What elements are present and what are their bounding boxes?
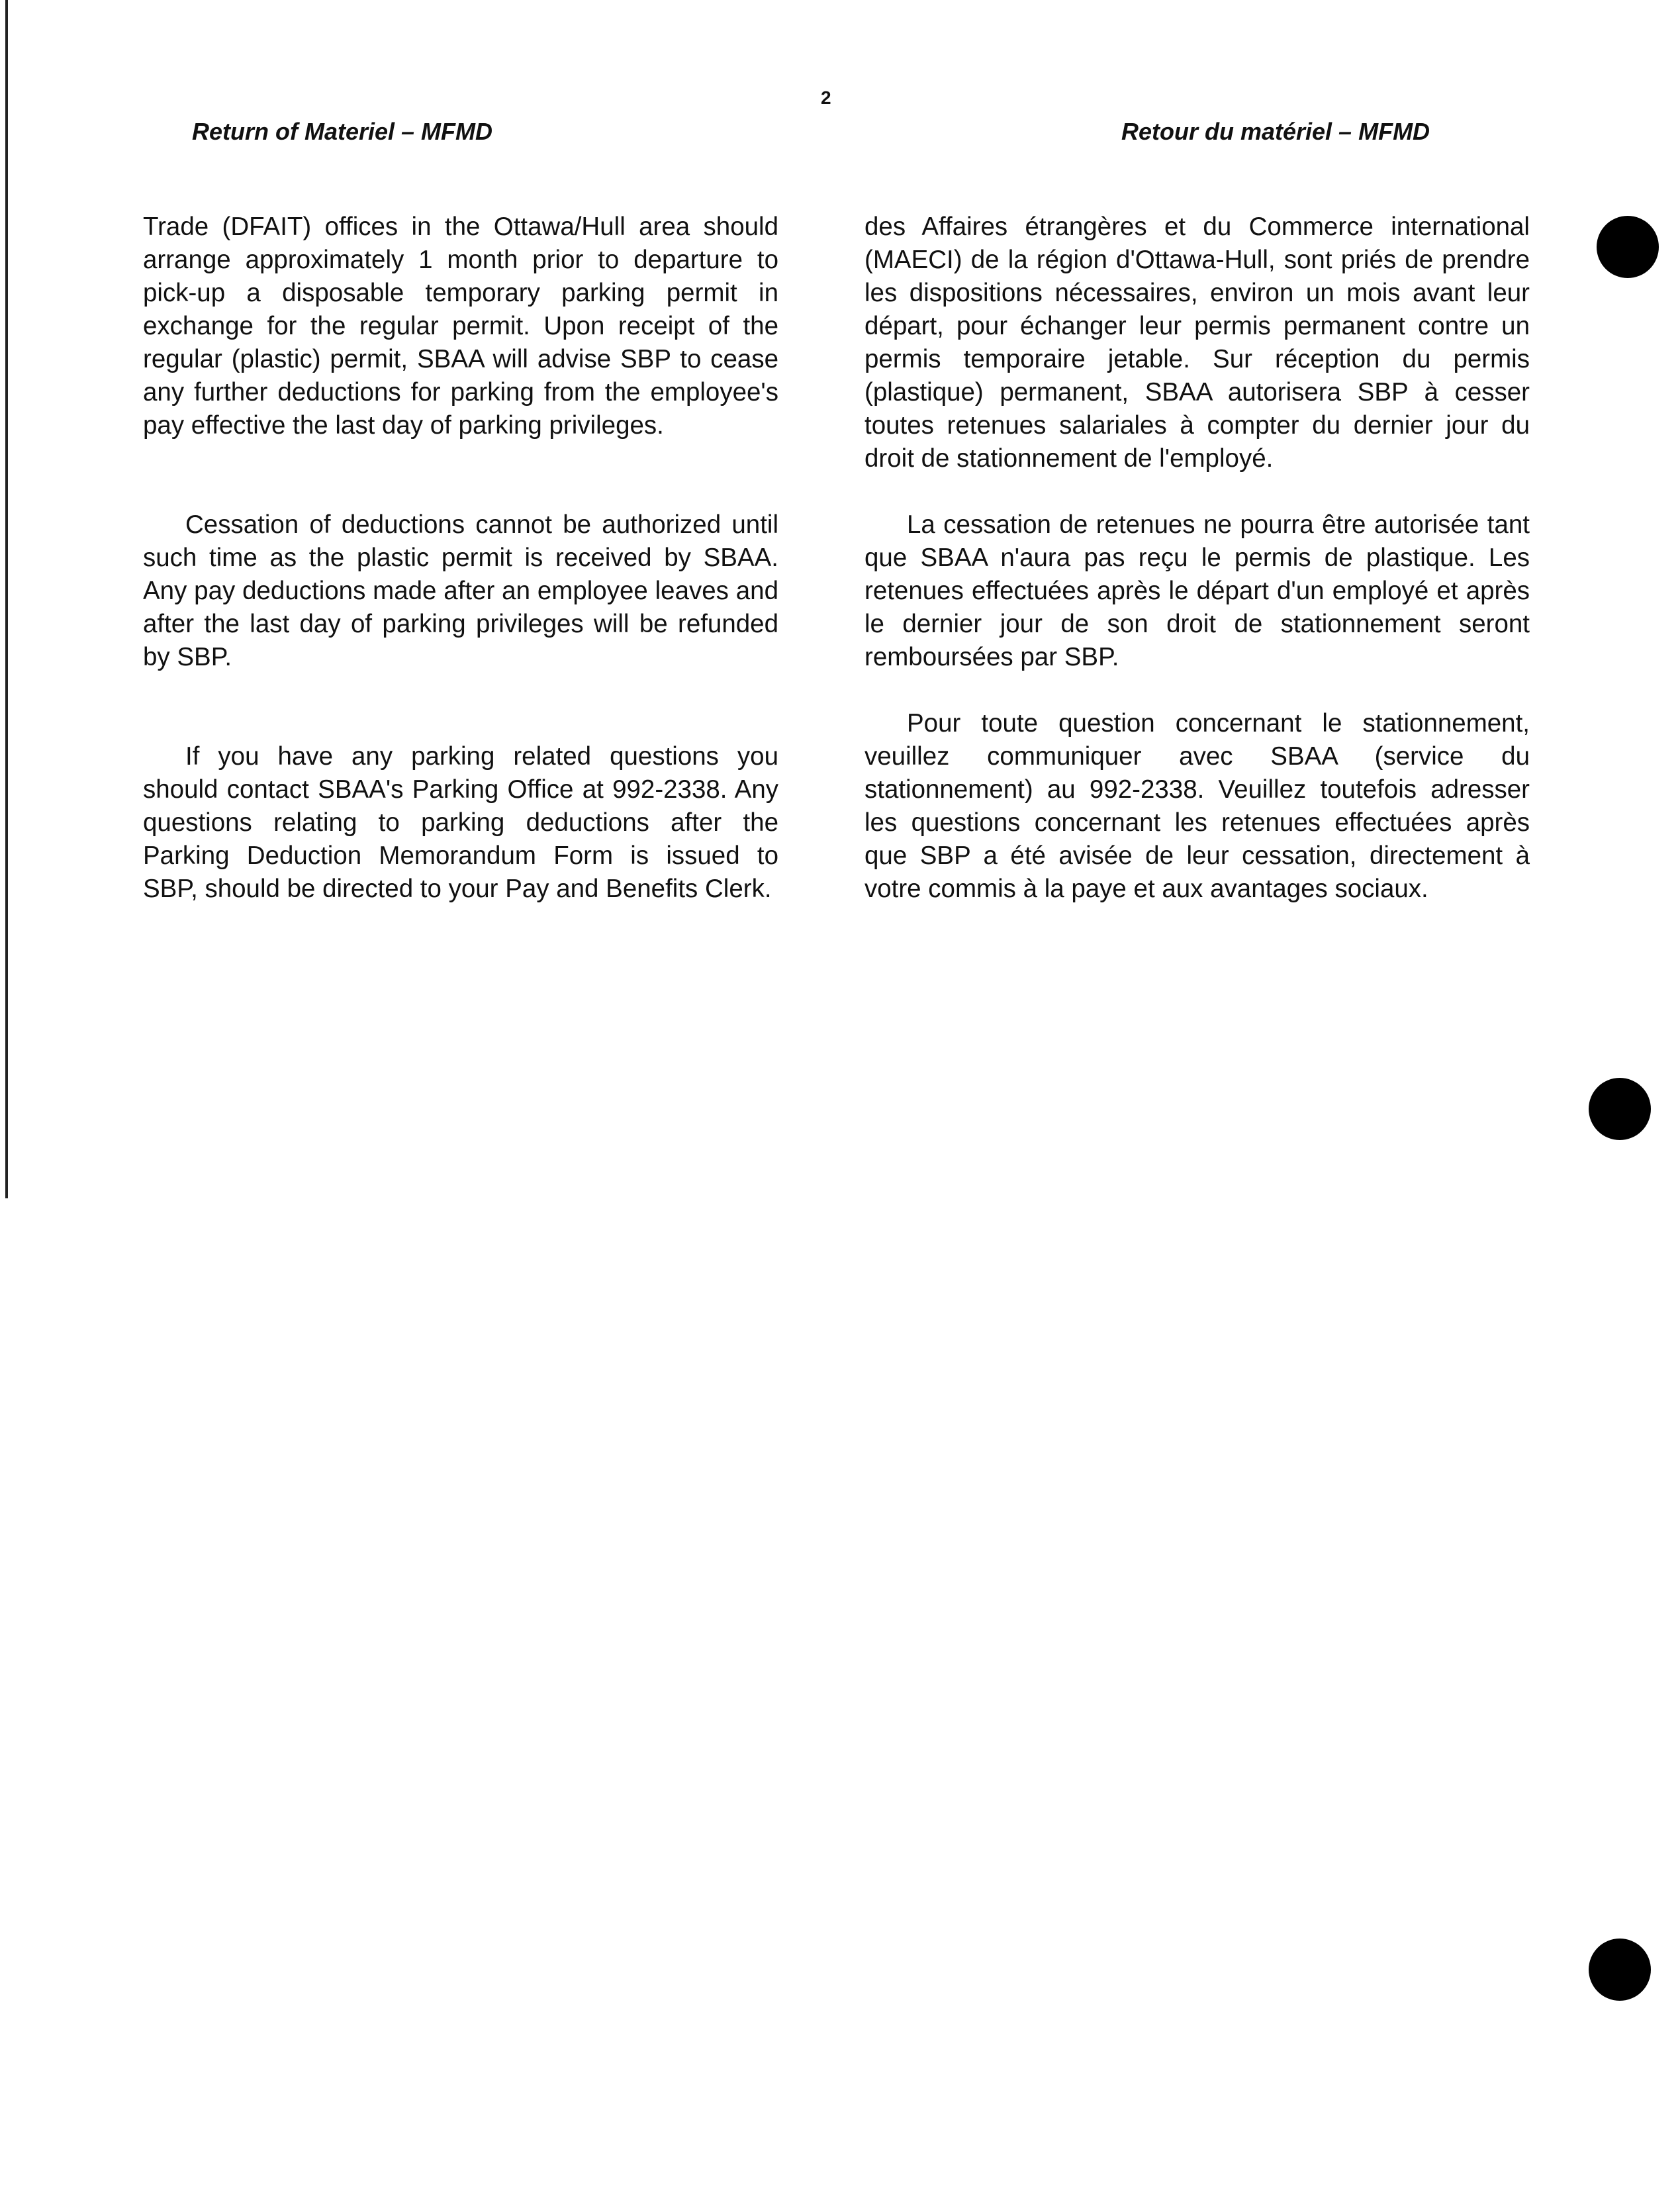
header-french: Retour du matériel – MFMD (1121, 118, 1430, 145)
english-paragraph-2: Cessation of deductions cannot be authorized until such time as the plastic permit is received by SBAA. Any pay deductions made after an employee leaves and after the last day of parking privileges will be refunded by SBP. (143, 510, 778, 671)
french-column (864, 211, 1530, 906)
english-column (143, 211, 778, 906)
punch-hole-top (1597, 216, 1659, 278)
french-paragraph-1: des Affaires étrangères et du Commerce international (MAECI) de la région d'Ottawa-Hull, sont priés de prendre les dispositions nécessaires, environ un mois avant leur départ, pour échanger leur permis permanent contre un permis temporaire jetable. Sur réception du permis (plastique) permanent, SBAA autorisera SBP à cesser toutes retenues salariales à compter du dernier jour du droit de stationnement de l'employé. (864, 213, 1530, 473)
punch-hole-middle (1589, 1078, 1651, 1140)
french-paragraph-3: Pour toute question concernant le stationnement, veuillez communiquer avec SBAA (service du stationnement) au 992-2338. Veuillez toutefois adresser les questions concernant les retenues effectuées après que SBP a été avisée de leur cessation, directement à votre commis à la paye et aux avantages sociaux. (864, 709, 1530, 903)
header-english: Return of Materiel – MFMD (192, 118, 493, 145)
english-paragraph-1: Trade (DFAIT) offices in the Ottawa/Hull area should arrange approximately 1 month prior to departure to pick-up a disposable temporary parking permit in exchange for the regular permit. Upon receipt of the regular (plastic) permit, SBAA will advise SBP to cease any further deductions for parking from the employee's pay effective the last day of parking privileges. (143, 213, 778, 440)
french-paragraph-2: La cessation de retenues ne pourra être autorisée tant que SBAA n'aura pas reçu le permis de plastique. Les retenues effectuées après le départ d'un employé et après le dernier jour de son droit de stationnement seront remboursées par SBP. (864, 510, 1530, 671)
punch-hole-bottom (1589, 1939, 1651, 2001)
scan-left-edge-line (5, 0, 8, 1198)
english-paragraph-3: If you have any parking related questions you should contact SBAA's Parking Office at 992-2338. Any questions relating to parking deductions after the Parking Deduction Memorandum Form is issued to SBP, should be directed to your Pay and Benefits Clerk. (143, 742, 778, 903)
page-number: 2 (821, 87, 831, 108)
